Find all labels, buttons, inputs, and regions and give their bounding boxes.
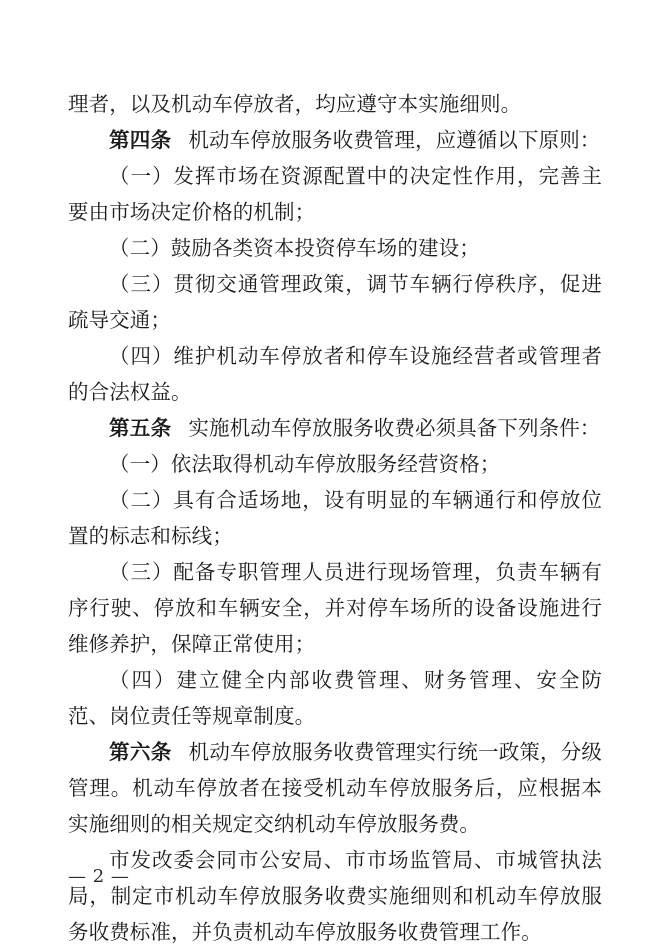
body-paragraph: [68, 446, 602, 482]
body-paragraph: [68, 338, 602, 410]
paragraph-text: （二）具有合适场地，设有明显的车辆通行和停放位置的标志和标线；: [68, 488, 602, 548]
paragraph-text: 理者，以及机动车停放者，均应遵守本实施细则。: [68, 92, 522, 116]
paragraph-text: 机动车停放服务收费管理，应遵循以下原则：: [188, 128, 601, 152]
article-paragraph: [68, 122, 602, 158]
paragraph-text: 市发改委会同市公安局、市市场监管局、市城管执法局，制定市机动车停放服务收费实施细则和机动车停放服务收费标准，并负责机动车停放服务收费管理工作。: [68, 848, 602, 944]
article-label: 第四条: [109, 128, 172, 152]
paragraph-text: （四）维护机动车停放者和停车设施经营者或管理者的合法权益。: [68, 344, 602, 404]
body-paragraph: [68, 230, 602, 266]
body-paragraph: [68, 842, 602, 950]
paragraph-text: （三）贯彻交通管理政策，调节车辆行停秩序，促进疏导交通；: [68, 272, 602, 332]
body-paragraph: [68, 266, 602, 338]
body-paragraph: [68, 554, 602, 662]
article-paragraph: [68, 410, 602, 446]
paragraph-text: 机动车停放服务收费管理实行统一政策，分级管理。机动车停放者在接受机动车停放服务后，应根据本实施细则的相关规定交纳机动车停放服务费。: [68, 740, 602, 836]
document-body: [68, 86, 602, 950]
paragraph-text: （四）建立健全内部收费管理、财务管理、安全防范、岗位责任等规章制度。: [68, 668, 602, 728]
body-paragraph: [68, 662, 602, 734]
page-number: — 2 —: [68, 866, 130, 887]
body-paragraph: [68, 482, 602, 554]
paragraph-text: （三）配备专职管理人员进行现场管理，负责车辆有序行驶、停放和车辆安全，并对停车场所的设备设施进行维修养护，保障正常使用；: [68, 560, 602, 656]
paragraph-text: （二）鼓励各类资本投资停车场的建设；: [109, 236, 480, 260]
article-label: 第六条: [109, 740, 172, 764]
paragraph-text: （一）依法取得机动车停放服务经营资格；: [109, 452, 501, 476]
body-paragraph: [68, 86, 602, 122]
paragraph-text: 实施机动车停放服务收费必须具备下列条件：: [188, 416, 601, 440]
article-paragraph: [68, 734, 602, 842]
body-paragraph: [68, 158, 602, 230]
article-label: 第五条: [109, 416, 172, 440]
paragraph-text: （一）发挥市场在资源配置中的决定性作用，完善主要由市场决定价格的机制；: [68, 164, 602, 224]
